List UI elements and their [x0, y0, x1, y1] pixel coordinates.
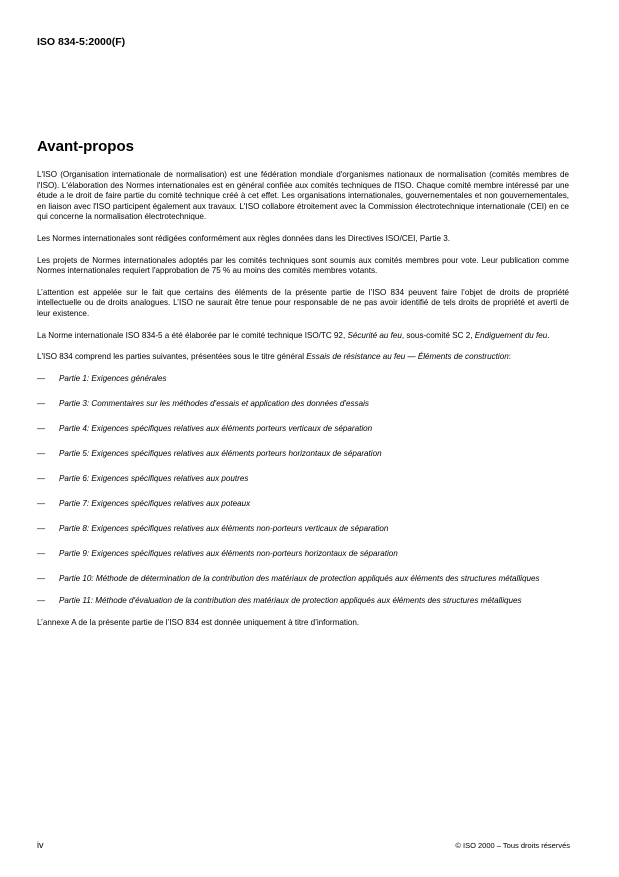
list-dash: —: [37, 524, 46, 534]
committee-text-prefix: La Norme internationale ISO 834-5 a été élaborée par le comité technique ISO/TC 92,: [37, 330, 348, 340]
list-item: [37, 596, 569, 607]
list-dash: —: [37, 398, 46, 408]
subcommittee-name: Endiguement du feu: [474, 330, 548, 340]
list-item: [37, 499, 569, 510]
list-dash: —: [37, 449, 46, 458]
paragraph-patents: L’attention est appelée sur le fait que certains des éléments de la présente partie de l’ISO 834 peuvent faire l’objet de droits de propriété intellectuelle ou de droits analogues. L’ISO ne saurait être tenue pour responsable de ne pas avoir identifié de tels droits de propriété et averti de leur existence.: [37, 287, 569, 318]
paragraph-committee: [37, 331, 569, 342]
paragraph-annex-note: L’annexe A de la présente partie de l’ISO 834 est donnée uniquement à titre d’information.: [37, 617, 360, 627]
committee-text-mid: , sous-comité SC 2,: [401, 330, 475, 340]
page-number: iv: [37, 840, 44, 850]
committee-name: Sécurité au feu: [347, 330, 402, 340]
part-title: Partie 8: Exigences spécifiques relatives aux éléments non-porteurs verticaux de séparation: [59, 524, 389, 534]
list-item: [37, 449, 569, 460]
list-item: [37, 549, 569, 560]
list-item: [37, 574, 569, 585]
list-item: [37, 524, 569, 535]
part-title: Partie 1: Exigences générales: [59, 373, 167, 383]
list-dash: —: [37, 574, 46, 584]
part-title: Partie 11: Méthode d'évaluation de la contribution des matériaux de protection appliqués aux éléments des structures métalliques: [59, 596, 522, 606]
part-title: Partie 5: Exigences spécifiques relatives aux éléments porteurs horizontaux de séparation: [59, 449, 382, 458]
document-id: ISO 834-5:2000(F): [37, 36, 126, 48]
paragraph-directives: Les Normes internationales sont rédigées conformément aux règles données dans les Directives ISO/CEI, Partie 3.: [37, 233, 450, 243]
list-item: [37, 474, 569, 485]
page-title: Avant-propos: [37, 138, 134, 155]
copyright-notice: © ISO 2000 – Tous droits réservés: [455, 841, 570, 850]
list-item: [37, 374, 569, 385]
part-title: Partie 10: Méthode de détermination de la contribution des matériaux de protection appliqués aux éléments des structures métalliques: [59, 574, 540, 584]
part-title: Partie 9: Exigences spécifiques relatives aux éléments non-porteurs horizontaux de séparation: [59, 549, 398, 559]
part-title: Partie 6: Exigences spécifiques relatives aux poutres: [59, 474, 249, 484]
list-dash: —: [37, 499, 46, 509]
committee-text-suffix: .: [547, 330, 550, 340]
list-item: [37, 399, 569, 410]
paragraph-iso-intro: L'ISO (Organisation internationale de normalisation) est une fédération mondiale d'organismes nationaux de normalisation (comités membres de l'ISO). L'élaboration des Normes internationales est en général confiée aux comités techniques de l'ISO. Chaque comité membre intéressé par une étude a le droit de faire partie du comité technique créé à cet effet. Les organisations internationales, gouvernementales et non gouvernementales, en liaison avec l'ISO participent également aux travaux. L'ISO collabore étroitement avec la Commission électrotechnique internationale (CEI) en ce qui concerne la normalisation électrotechnique.: [37, 170, 569, 222]
list-dash: —: [37, 423, 46, 433]
paragraph-parts-intro: [37, 352, 569, 363]
list-dash: —: [37, 549, 46, 559]
parts-list: [37, 374, 569, 607]
list-dash: —: [37, 474, 46, 484]
part-title: Partie 7: Exigences spécifiques relatives aux poteaux: [59, 499, 251, 509]
parts-intro-prefix: L'ISO 834 comprend les parties suivantes, présentées sous le titre général: [37, 352, 307, 362]
paragraph-voting: Les projets de Normes internationales adoptés par les comités techniques sont soumis aux comités membres pour vote. Leur publication comme Normes internationales requiert l'approbation de 75 % au moins des comités membres votants.: [37, 255, 569, 276]
list-dash: —: [37, 596, 46, 606]
list-item: [37, 424, 569, 435]
part-title: Partie 3: Commentaires sur les méthodes d'essais et application des données d'essais: [59, 398, 369, 408]
list-dash: —: [37, 373, 46, 383]
parts-intro-suffix: :: [508, 352, 511, 362]
foreword-body: [37, 170, 569, 639]
general-title: Essais de résistance au feu — Éléments de construction: [306, 352, 509, 362]
part-title: Partie 4: Exigences spécifiques relatives aux éléments porteurs verticaux de séparation: [59, 423, 373, 433]
